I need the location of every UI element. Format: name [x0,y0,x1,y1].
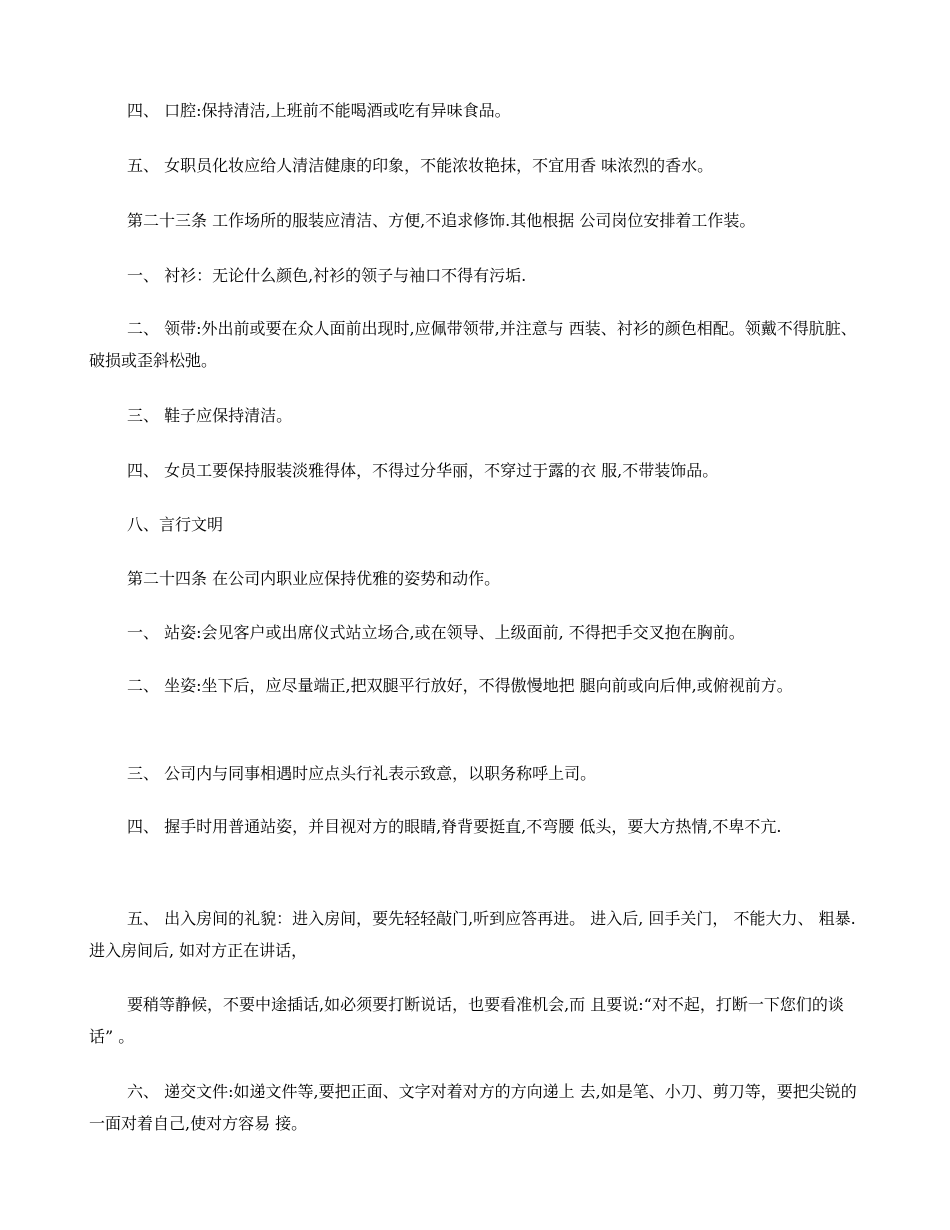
paragraph-oral-hygiene: 四、 口腔:保持清洁,上班前不能喝酒或吃有异味食品。 [127,101,511,120]
section-heading-conduct: 八、言行文明 [127,515,224,534]
paragraph-standing: 一、 站姿:会见客户或出席仪式站立场合,或在领导、上级面前, 不得把手交叉抱在胸前。 [127,623,745,642]
paragraph-tie: 二、 领带:外出前或要在众人面前出现时,应佩带领带,并注意与 西装、衬衫的颜色相配。领戴不得肮脏、破损或歪斜松弛。 [89,319,857,370]
paragraph-handing-documents: 六、 递交文件:如递文件等,要把正面、文字对着对方的方向递上 去,如是笔、小刀、剪刀等，要把尖锐的一面对着自己,使对方容易 接。 [89,1082,857,1133]
paragraph-shoes: 三、 鞋子应保持清洁。 [127,406,293,425]
paragraph-makeup: 五、 女职员化妆应给人清洁健康的印象，不能浓妆艳抹，不宜用香 味浓烈的香水。 [127,156,714,175]
paragraph-sitting: 二、 坐姿:坐下后，应尽量端正,把双腿平行放好，不得傲慢地把 腿向前或向后伸,或俯视前方。 [127,676,793,695]
paragraph-female-attire: 四、 女员工要保持服装淡雅得体，不得过分华丽，不穿过于露的衣 服,不带装饰品。 [127,461,719,480]
paragraph-entering-room: 五、 出入房间的礼貌：进入房间，要先轻轻敲门,听到应答再进。 进入后, 回手关门， 不能大力、 粗暴. 进入房间后, 如对方正在讲话， [89,909,856,960]
paragraph-handshake: 四、 握手时用普通站姿，并目视对方的眼睛,脊背要挺直,不弯腰 低头，要大方热情,不卑不亢. [127,817,782,836]
paragraph-interrupting: 要稍等静候，不要中途插话,如必须要打断说话，也要看准机会,而 且要说:“对不起，打断一下您们的谈话” 。 [89,995,844,1046]
paragraph-shirt: 一、 衬衫：无论什么颜色,衬衫的领子与袖口不得有污垢. [127,266,527,285]
paragraph-article-24: 第二十四条 在公司内职业应保持优雅的姿势和动作。 [127,569,501,588]
paragraph-article-23: 第二十三条 工作场所的服装应清洁、方便,不追求修饰.其他根据 公司岗位安排着工作装。 [127,211,756,230]
paragraph-greeting: 三、 公司内与同事相遇时应点头行礼表示致意，以职务称呼上司。 [127,764,597,783]
